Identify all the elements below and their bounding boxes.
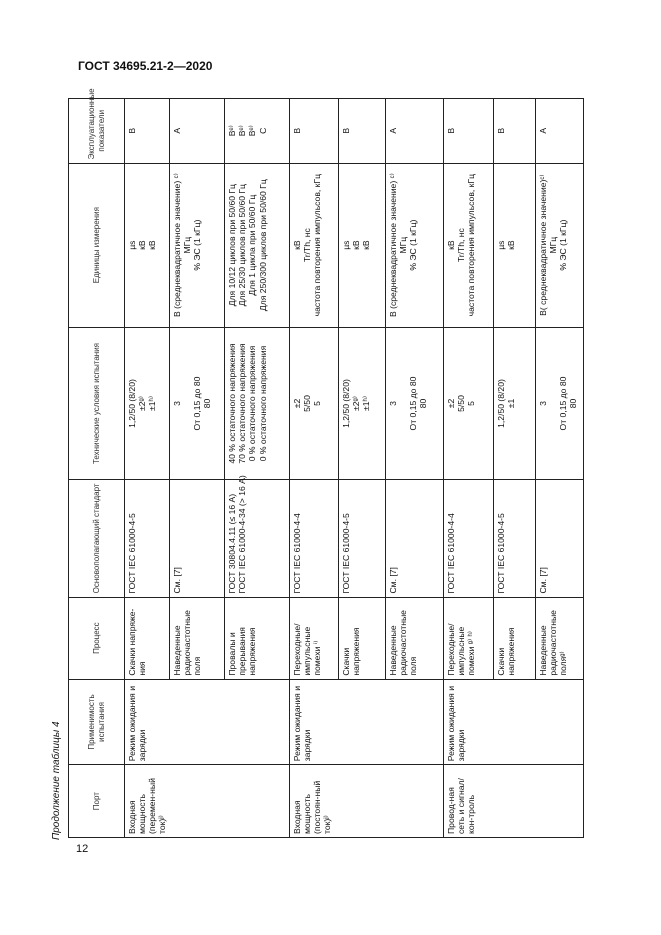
process-cell: Провалы и прерывания напряжения: [225, 597, 290, 679]
header-row: [69, 99, 125, 838]
units-cell: [535, 163, 583, 327]
process-cell: Наведенные радиочастотные поляᵍ⁾: [535, 597, 583, 679]
cell-line: [398, 331, 408, 476]
cell-line: µs: [341, 240, 352, 250]
table-row: [125, 99, 170, 838]
cell-line: От 0,15 до 80: [192, 376, 203, 431]
performance-cell: [443, 99, 493, 164]
cell-line: Для 1 цикла при 50/60 Гц: [247, 194, 258, 296]
cell-line: 5/50: [301, 395, 312, 412]
units-cell: [386, 163, 443, 327]
cell-line: 80: [418, 398, 429, 409]
conditions-cell: [535, 327, 583, 479]
cell-line: 0 % остаточного напряжения: [247, 345, 258, 462]
cell-line: См. [7]: [537, 567, 548, 594]
units-cell: [493, 163, 535, 327]
port-cell: Провод-ная сеть и сигнал/кон-троль: [443, 765, 583, 838]
cell-line: Bᵉ⁾: [247, 125, 258, 137]
port-cell: Входная мощность (постоян-ный ток)ʲ⁾: [289, 765, 443, 838]
conditions-cell: [339, 327, 386, 479]
standard-cell: [339, 480, 386, 597]
cell-line: [182, 331, 192, 476]
cell-line: 5: [312, 401, 323, 406]
cell-line: кВ: [361, 240, 372, 250]
cell-line: МГц: [547, 236, 558, 254]
units-cell: [443, 163, 493, 327]
cell-line: МГц: [398, 236, 409, 254]
standard-cell: [289, 480, 338, 597]
cell-line: См. [7]: [388, 567, 399, 594]
cell-line: 1,2/50 (8/20): [495, 379, 506, 428]
cell-line: [548, 331, 558, 476]
cell-line: частота повторения импульсов, кГц: [465, 173, 476, 317]
process-cell: Переходные/ импульсные помехи ᵍ⁾ ʰ⁾: [443, 597, 493, 679]
cell-line: ГОСТ IEC 61000-4-5: [127, 513, 137, 594]
cell-line: µs: [127, 240, 137, 250]
cell-line: кВ: [351, 240, 362, 250]
cell-line: C: [257, 127, 268, 134]
cell-line: В( среднеквадратичное значение)ᶜ⁾: [537, 174, 548, 316]
applicability-cell: Режим ожидания и зарядки: [443, 679, 583, 765]
process-cell: Скачки напряжения: [339, 597, 386, 679]
col-header-process: Процесс: [69, 597, 125, 679]
standard-cell: [443, 480, 493, 597]
cell-line: 70 % остаточного напряжения: [237, 343, 248, 464]
cell-line: ±1: [505, 398, 516, 409]
units-cell: [339, 163, 386, 327]
process-cell: Наведенные радиочастотные поля: [170, 597, 225, 679]
units-cell: [289, 163, 338, 327]
cell-line: ГОСТ IEC 61000-4-5: [341, 513, 352, 594]
conditions-cell: [493, 327, 535, 479]
cell-line: ГОСТ 30804.4.11 (≤ 16 А): [227, 493, 238, 594]
conditions-cell: [225, 327, 290, 479]
applicability-cell: Режим ожидания и зарядки: [289, 679, 443, 765]
units-cell: [225, 163, 290, 327]
cell-line: 3: [537, 401, 548, 406]
col-header-conditions: Технические условия испытания: [69, 327, 125, 479]
process-cell: Скачки напряже-ния: [125, 597, 170, 679]
col-header-applicability: Применимость испытания: [69, 679, 125, 765]
cell-line: A: [388, 127, 399, 134]
cell-line: B: [127, 127, 137, 134]
col-header-units: Единицы измерения: [69, 163, 125, 327]
cell-line: ±2ᵍ⁾: [137, 396, 148, 411]
cell-line: µs: [495, 240, 506, 250]
conditions-cell: [386, 327, 443, 479]
performance-cell: [535, 99, 583, 164]
performance-cell: [170, 99, 225, 164]
document-header: ГОСТ 34695.21-2—2020: [78, 59, 213, 73]
cell-line: ±2: [291, 398, 302, 409]
cell-line: кВ: [291, 240, 302, 250]
cell-line: ГОСТ IEC 61000-4-4: [291, 513, 302, 594]
applicability-cell: Режим ожидания и зарядки: [125, 679, 290, 765]
cell-line: ±2ᵍ⁾: [351, 396, 362, 411]
cell-line: См. [7]: [172, 567, 183, 594]
cell-line: 80: [202, 398, 213, 409]
cell-line: кВ: [147, 240, 158, 250]
standard-cell: [170, 480, 225, 597]
cell-line: Для 10/12 циклов при 50/60 Гц: [227, 184, 238, 307]
performance-cell: [225, 99, 290, 164]
table-body: [125, 99, 584, 838]
cell-line: В (среднеквадратичное значение) ᶜ⁾: [172, 173, 183, 318]
cell-line: 3: [388, 401, 399, 406]
cell-line: 5/50: [455, 395, 466, 412]
cell-line: В (среднеквадратичное значение) ᶜ⁾: [388, 173, 399, 318]
standard-cell: [493, 480, 535, 597]
col-header-port: Порт: [69, 765, 125, 838]
process-cell: Переходные/ импульсные помехи ⁱ⁾: [289, 597, 338, 679]
performance-cell: [125, 99, 170, 164]
cell-line: кВ: [505, 240, 516, 250]
cell-line: A: [172, 127, 183, 134]
cell-line: 40 % остаточного напряжения: [227, 343, 238, 464]
port-cell: Входная мощность (перемен-ный ток)ʲ⁾: [125, 765, 290, 838]
units-cell: [170, 163, 225, 327]
cell-line: B: [341, 127, 352, 134]
performance-cell: [339, 99, 386, 164]
cell-line: B: [495, 127, 506, 134]
cell-line: От 0,15 до 80: [557, 376, 568, 431]
cell-line: ±2: [445, 398, 456, 409]
cell-line: 3: [172, 401, 183, 406]
table-caption: Продолжение таблицы 4: [51, 721, 62, 840]
cell-line: МГц: [182, 236, 193, 254]
table-row: [289, 99, 338, 838]
performance-cell: [289, 99, 338, 164]
cell-line: ГОСТ IEC 61000-4-5: [495, 513, 506, 594]
cell-line: 1,2/50 (8/20): [341, 379, 352, 428]
standard-cell: [225, 475, 290, 597]
standard-cell: [535, 480, 583, 597]
conditions-cell: [289, 327, 338, 479]
cell-line: Bᵉ⁾: [237, 125, 248, 137]
cell-line: A: [537, 127, 548, 134]
standard-cell: [386, 480, 443, 597]
process-cell: Скачки напряжения: [493, 597, 535, 679]
cell-line: 0 % остаточного напряжения: [257, 345, 268, 462]
conditions-cell: [443, 327, 493, 479]
cell-line: ±1ʰ⁾: [147, 396, 158, 411]
cell-line: 80: [567, 398, 578, 409]
units-cell: [125, 163, 170, 327]
cell-line: ±1ʰ⁾: [361, 396, 372, 411]
cell-line: ГОСТ IEC 61000-4-34 (> 16 А): [237, 475, 248, 594]
cell-line: % ЭС (1 кГц): [192, 219, 203, 271]
cell-line: B: [445, 127, 456, 134]
rotated-table-container: [51, 88, 584, 840]
cell-line: Tr/Th, нс: [301, 228, 312, 263]
cell-line: % ЭС (1 кГц): [557, 219, 568, 271]
standard-cell: [125, 480, 170, 597]
performance-cell: [493, 99, 535, 164]
performance-cell: [386, 99, 443, 164]
cell-line: кВ: [445, 240, 456, 250]
cell-line: 5: [465, 401, 476, 406]
table-row: [443, 99, 493, 838]
cell-line: От 0,15 до 80: [408, 376, 419, 431]
cell-line: ГОСТ IEC 61000-4-4: [445, 513, 456, 594]
conditions-cell: [125, 327, 170, 479]
cell-line: частота повторения импульсов, кГц: [312, 173, 323, 317]
cell-line: Bᵉ⁾: [227, 125, 238, 137]
test-table: [68, 88, 584, 838]
cell-line: Для 250/300 циклов при 50/60 Гц: [257, 179, 268, 312]
cell-line: кВ: [137, 240, 148, 250]
cell-line: 1,2/50 (8/20): [127, 379, 137, 428]
process-cell: Наведенные радиочастотные поля: [386, 597, 443, 679]
col-header-performance: Эксплуатационные показатели: [69, 99, 125, 164]
cell-line: B: [291, 127, 302, 134]
page-number: 12: [76, 843, 89, 855]
col-header-standard: Основополагающий стандарт: [69, 480, 125, 597]
cell-line: Tr/Th, нс: [455, 228, 466, 263]
cell-line: % ЭС (1 кГц): [408, 219, 419, 271]
conditions-cell: [170, 327, 225, 479]
cell-line: Для 25/30 циклов при 50/60 Гц: [237, 184, 248, 307]
